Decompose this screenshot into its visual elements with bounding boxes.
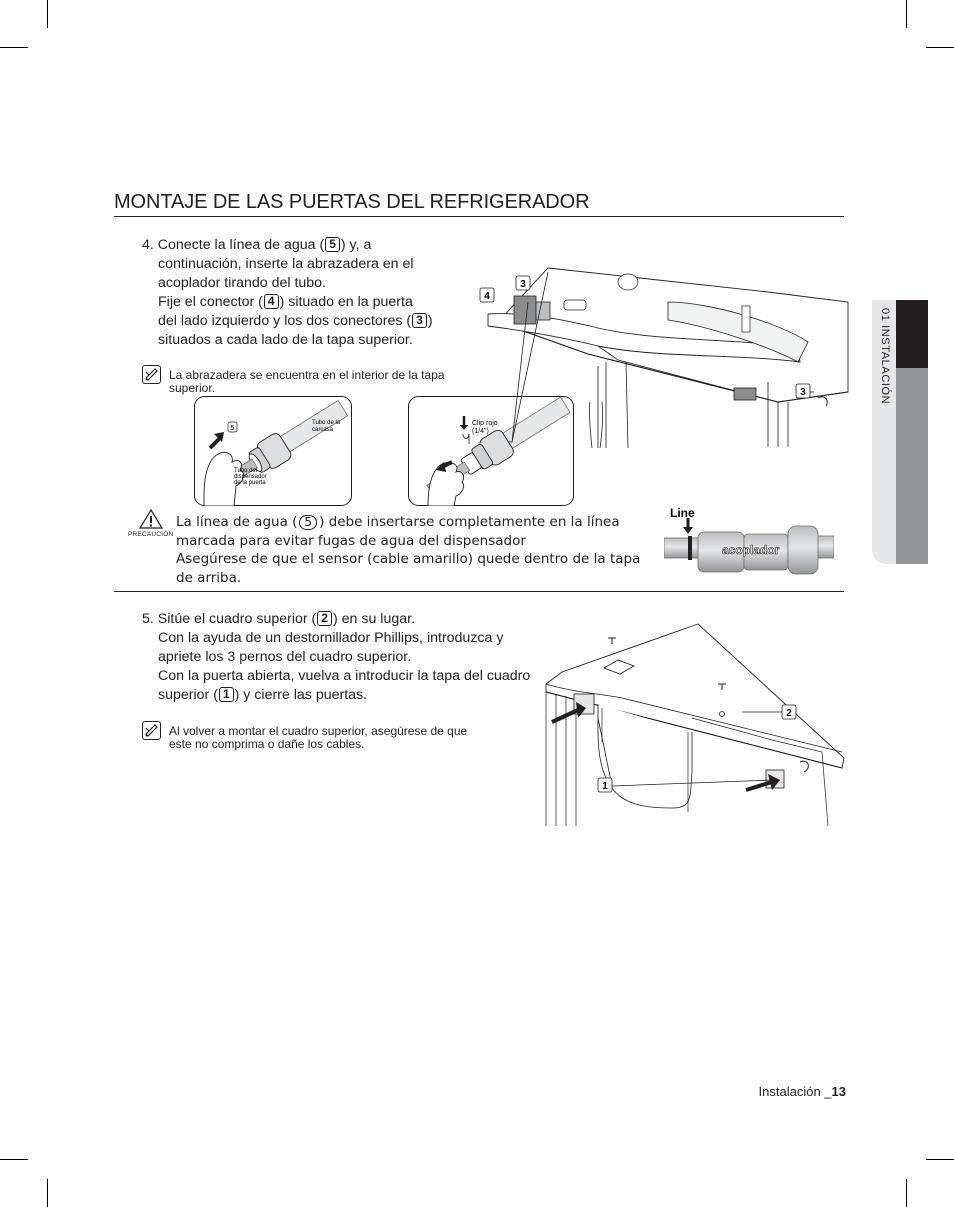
label-clip-rojo-1: Clip rojo	[472, 420, 498, 427]
callout-3-right: 3	[800, 387, 806, 398]
crop-mark	[906, 0, 907, 28]
illustration-tube-insert	[194, 396, 352, 506]
callout-4: 4	[484, 291, 490, 302]
coupler-line-label: Line	[670, 506, 695, 520]
side-tab-gray	[896, 368, 928, 564]
coupler-illustration	[664, 504, 834, 578]
page-footer: Instalación _13	[758, 1084, 846, 1099]
page-title: MONTAJE DE LAS PUERTAS DEL REFRIGERADOR	[114, 191, 590, 213]
crop-mark	[926, 47, 954, 48]
label-tubo-dispensador-3: de la puerta	[234, 480, 266, 486]
side-tab-label: 01 INSTALACIÓN	[879, 308, 891, 405]
crop-mark	[926, 1159, 954, 1160]
callout-1: 1	[602, 781, 608, 792]
step-5-text: 5. Sitúe el cuadro superior ( 2 ) en su lugar. Con la ayuda de un destornillador Phillips, introduzca y apriete los 3 pernos del cuadro superior. Con la puerta abierta, vuelva a introducir la tapa del cuadro superior ( 1 ) y cierre las puertas.	[142, 611, 531, 703]
label-tubo-dispensador-2: dispensador	[234, 474, 267, 480]
note-pencil-icon	[142, 721, 161, 740]
crop-mark	[47, 0, 48, 28]
label-clip-rojo-2: (1/4")	[472, 428, 489, 435]
caution-label: PRECAUCIÓN	[128, 531, 174, 538]
crop-mark	[47, 1179, 48, 1207]
crop-mark	[0, 47, 28, 48]
crop-mark	[0, 1159, 28, 1160]
figure-top-cover	[478, 262, 850, 452]
label-tubo-dispensador-1: Tubo del	[234, 468, 258, 474]
caution-icon	[139, 509, 163, 529]
note-pencil-icon	[142, 365, 161, 384]
coupler-acoplador-label: acoplador	[722, 543, 780, 557]
callout-3-top: 3	[520, 279, 526, 290]
label-tubo-carcasa-1: Tubo de la	[312, 420, 341, 426]
callout-2: 2	[786, 708, 792, 719]
caution-text: La línea de agua ( 5 ) debe insertarse completamente en la línea marcada para evitar fugas de agua del dispensador Asegúrese de que el sensor (cable amarillo) quede dentro de la tapa de arriba.	[176, 514, 641, 586]
step-4-note: La abrazadera se encuentra en el interior de la tapa superior.	[169, 368, 445, 395]
step-5-note: Al volver a montar el cuadro superior, asegúrese de que este no comprima o dañe los cables.	[169, 724, 468, 751]
title-rule	[114, 216, 844, 217]
label-tubo-carcasa-2: carcasa	[312, 427, 334, 433]
section-rule	[114, 591, 844, 592]
crop-mark	[906, 1179, 907, 1207]
tube-number-label: 5	[230, 425, 235, 432]
side-tab-dark	[896, 300, 928, 368]
figure-upper-frame	[542, 622, 846, 826]
step-4-text: 4. Conecte la línea de agua ( 5 ) y, a continuación, inserte la abrazadera en el acoplador tirando del tubo. Fije el conector ( 4 ) situado en la puerta del lado izquierdo y los dos conectores ( 3 ) situados a cada lado de la tapa superior.	[142, 237, 433, 348]
